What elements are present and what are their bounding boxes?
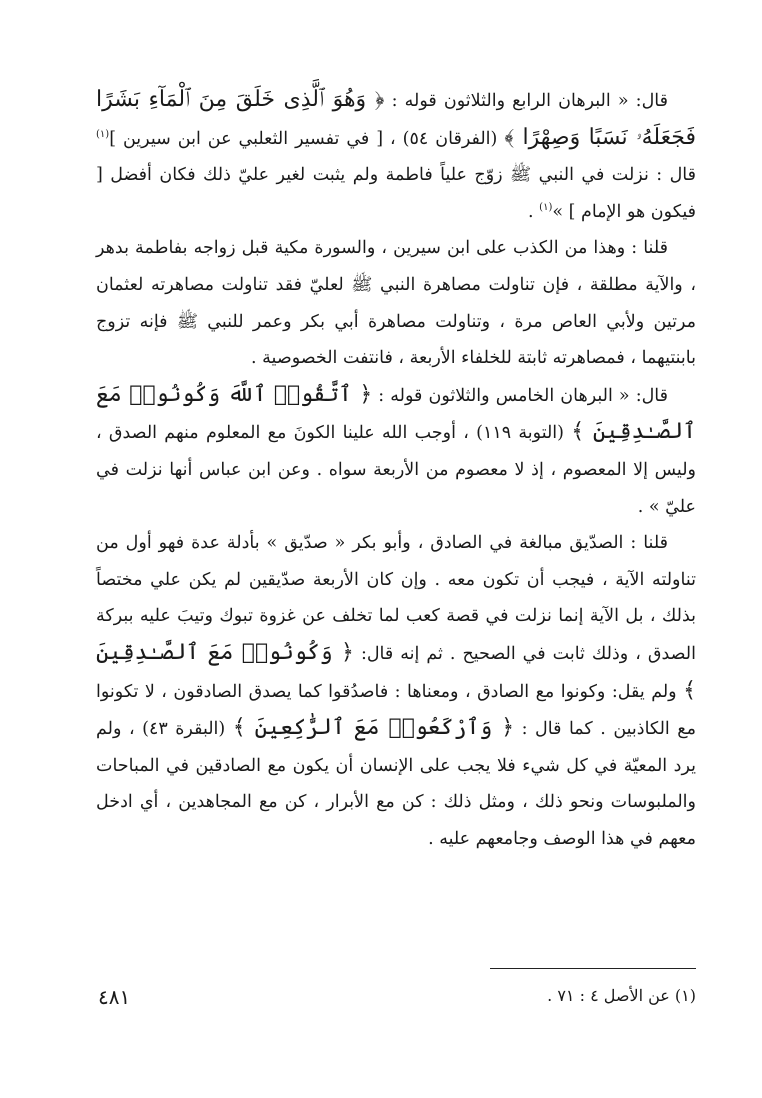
quran-verse: ﴿ وَهُوَ ٱلَّذِى خَلَقَ مِنَ ٱلْمَآءِ بَشَرًا فَجَعَلَهُۥ نَسَبًا وَصِهْرًا ﴾	[96, 87, 696, 150]
quran-verse: ﴿ وَكُونُوا۟ مَعَ ٱلصَّـٰدِقِينَ ﴾	[96, 639, 696, 703]
text-segment: (التوبة ١١٩) ، أوجب الله علينا الكونَ مع المعلوم منهم الصدق ، وليس إلا المعصوم ، إذ لا معصوم من الأربعة سواه . وعن ابن عباس أنها نزلت في عليّ » .	[96, 423, 696, 517]
text-segment: (البقرة ٤٣) ، ولم يرد المعيّة في كل شيء فلا يجب على الإنسان أن يكون مع الصادقين في المباحات والملبوسات ونحو ذلك ، ومثل ذلك : كن مع الأبرار ، كن مع المجاهدين ، أي ادخل معهم في هذا الوصف وجامعهم عليه .	[96, 719, 696, 849]
paragraph	[96, 82, 696, 230]
footnote-separator	[490, 968, 696, 969]
text-segment: ولم يقل: وكونوا مع الصادق ، ومعناها : فاصدُقوا كما يصدق الصادقون ، لا تكونوا مع الكاذبين . كما قال :	[96, 681, 696, 740]
text-segment: قلنا : الصدّيق مبالغة في الصادق ، وأبو بكر « صدّيق » بأدلة عدة فهو أول من تناولته الآية ، فيجب أن تكون معه . وإن كان الأربعة صدّيقين لم يكن علي مختصاً بذلك ، بل الآية إنما نزلت في قصة كعب لما تخلف عن غزوة تبوك وتيبَ عليه ببركة الصدق ، وذلك ثابت في الصحيح . ثم إنه قال:	[96, 533, 696, 664]
text-segment: قال : نزلت في النبي ﷺ زوّج علياً فاطمة ولم يثبت لغير عليّ ذلك فكان أفضل [ فيكون هو الإمام ] »	[96, 165, 696, 222]
paragraph	[96, 377, 696, 525]
page-number: ٤٨١	[98, 985, 131, 1009]
text-segment: قال: « البرهان الخامس والثلاثون قوله :	[372, 385, 668, 406]
footnote-marker: (١)	[96, 128, 110, 140]
paragraph	[96, 230, 696, 376]
text-segment: (الفرقان ٥٤) ، [ في تفسير الثعلبي عن ابن سيرين ]	[109, 128, 505, 149]
text-segment: .	[528, 201, 540, 222]
quran-verse: ﴿ ٱتَّقُوا۟ ٱللَّهَ وَكُونُوا۟ مَعَ ٱلصَّـٰدِقِينَ ﴾	[96, 381, 696, 445]
body-text	[96, 82, 696, 857]
paragraph	[96, 525, 696, 857]
text-segment: قال: « البرهان الرابع والثلاثون قوله :	[384, 91, 668, 111]
quran-verse: ﴿ وَٱرْكَعُوا۟ مَعَ ٱلرَّٰكِعِينَ ﴾	[232, 715, 515, 741]
text-segment: قلنا : وهذا من الكذب على ابن سيرين ، والسورة مكية قبل زواجه بفاطمة بدهر ، والآية مطلقة ، فإن تناولت مصاهرة النبي ﷺ لعليّ فقد تناولت مصاهرته لعثمان مرتين ولأبي العاص مرة ، وتناولت مصاهرة أبي بكر وعمر للنبي ﷺ فإنه تزوج بابنتيهما ، فمصاهرته ثابتة للخلفاء الأربعة ، فانتفت الخصوصية .	[96, 238, 696, 369]
footnote-marker: (١)	[539, 201, 553, 213]
footnote: (١) عن الأصل ٤ : ٧١ .	[547, 986, 696, 1005]
